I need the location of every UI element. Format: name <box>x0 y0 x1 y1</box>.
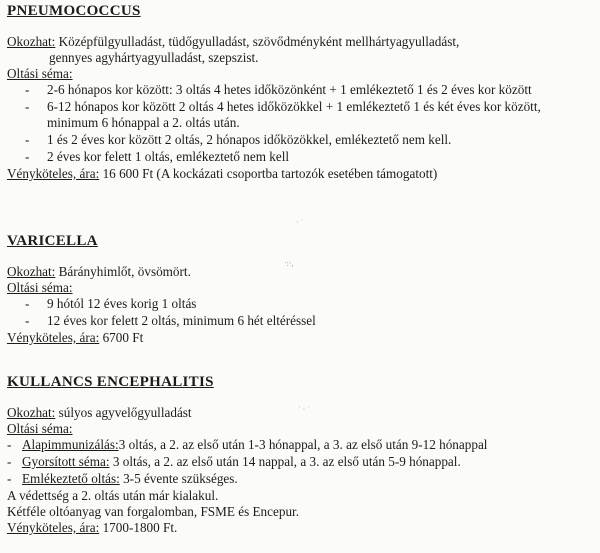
schema-label: Oltási séma: <box>7 280 73 295</box>
list-item-text: 12 éves kor felett 2 oltás, minimum 6 hét eltéréssel <box>47 313 316 328</box>
price-line <box>7 330 595 346</box>
list-item-text: 3 oltás, a 2. az első után 14 nappal, a 3. az első után 5-9 hónappal. <box>109 454 461 469</box>
list-item: - 9 hótól 12 éves korig 1 oltás <box>25 296 197 311</box>
note-line: Kétféle oltóanyag van forgalomban, FSME és Encepur. <box>7 504 300 519</box>
scan-speck: · ˙ <box>296 218 304 227</box>
price-label: Vényköteles, ára: <box>7 166 100 181</box>
okozhat-label: Okozhat: <box>7 405 56 420</box>
okozhat-text: Középfülgyulladást, tüdőgyulladást, szövődményként mellhártyagyulladást, <box>55 34 460 49</box>
list-item: - 6-12 hónapos kor között 2 oltás 4 hetes időközökkel + 1 emlékeztető 1 és két éves kor között, minimum 6 hónappal a 2. oltás után. <box>25 99 541 130</box>
note-line: A védettség a 2. oltás után már kialakul. <box>7 488 219 503</box>
section-pneumococcus <box>7 2 595 182</box>
list-item: - 2 éves kor felett 1 oltás, emlékeztető nem kell <box>25 149 290 164</box>
price-line <box>7 520 595 536</box>
list-item: - 12 éves kor felett 2 oltás, minimum 6 hét eltéréssel <box>25 313 316 328</box>
price-text: 6700 Ft <box>99 330 144 345</box>
list-item-text: 6-12 hónapos kor között 2 oltás 4 hetes időközökkel + 1 emlékeztető 1 és két éves kor között, minimum 6 hónappal a 2. oltás után. <box>47 99 541 130</box>
okozhat-text: súlyos agyvelőgyulladást <box>55 405 192 420</box>
list-item: - 2-6 hónapos kor között: 3 oltás 4 hetes időközönként + 1 emlékeztető 1 és 2 éves kor között <box>25 82 532 97</box>
list-item-text: 1 és 2 éves kor között 2 oltás, 2 hónapos időközökkel, emlékeztető nem kell. <box>47 132 452 147</box>
price-text: 1700-1800 Ft. <box>99 520 178 535</box>
list-item-text: 9 hótól 12 éves korig 1 oltás <box>47 296 197 311</box>
price-text: 16 600 Ft (A kockázati csoportba tartozók esetében támogatott) <box>99 166 438 181</box>
okozhat-continuation: gennyes agyhártyagyulladást, szepszist. <box>49 50 259 65</box>
okozhat-line <box>7 264 595 280</box>
section-kullancs-encephalitis <box>7 373 595 536</box>
section-title: VARICELLA <box>7 233 98 249</box>
okozhat-label: Okozhat: <box>7 34 56 49</box>
list-item-text: 2-6 hónapos kor között: 3 oltás 4 hetes időközönként + 1 emlékeztető 1 és 2 éves kor között <box>47 82 532 97</box>
price-label: Vényköteles, ára: <box>7 520 100 535</box>
okozhat-label: Okozhat: <box>7 264 56 279</box>
list-item: - Emlékeztető oltás: 3-5 évente szükséges. <box>7 471 238 486</box>
list-item: - 1 és 2 éves kor között 2 oltás, 2 hónapos időközökkel, emlékeztető nem kell. <box>25 132 452 147</box>
list-item: - Gyorsított séma: 3 oltás, a 2. az első után 14 nappal, a 3. az első után 5-9 hónappal. <box>7 454 461 469</box>
schema-label-line <box>7 280 595 296</box>
section-title: KULLANCS ENCEPHALITIS <box>7 374 214 390</box>
okozhat-line <box>7 34 595 50</box>
section-varicella <box>7 232 595 346</box>
list-item-text: 2 éves kor felett 1 oltás, emlékeztető nem kell <box>47 149 290 164</box>
schema-list <box>7 82 595 165</box>
schema-list <box>7 296 595 329</box>
list-item-text: 3-5 évente szükséges. <box>119 471 238 486</box>
schema-label: Oltási séma: <box>7 66 73 81</box>
list-item-text: 3 oltás, a 2. az első után 1-3 hónappal, a 3. az első után 9-12 hónappal <box>118 437 488 452</box>
scan-speck: ·:·, <box>284 259 294 268</box>
okozhat-text: Bárányhimlőt, övsömört. <box>55 264 191 279</box>
schema-label-line <box>7 421 595 437</box>
schema-label-line <box>7 66 595 82</box>
scan-speck: ˙ · ˙ <box>298 405 310 414</box>
list-item: - Alapimmunizálás:3 oltás, a 2. az első után 1-3 hónappal, a 3. az első után 9-12 hónappal <box>7 437 488 452</box>
price-line <box>7 166 595 182</box>
schema-list <box>7 437 595 487</box>
section-title: PNEUMOCOCCUS <box>7 3 141 19</box>
list-item-label: Alapimmunizálás: <box>22 437 119 452</box>
list-item-label: Emlékeztető oltás: <box>22 471 120 486</box>
list-item-label: Gyorsított séma: <box>22 454 110 469</box>
schema-label: Oltási séma: <box>7 421 73 436</box>
price-label: Vényköteles, ára: <box>7 330 100 345</box>
